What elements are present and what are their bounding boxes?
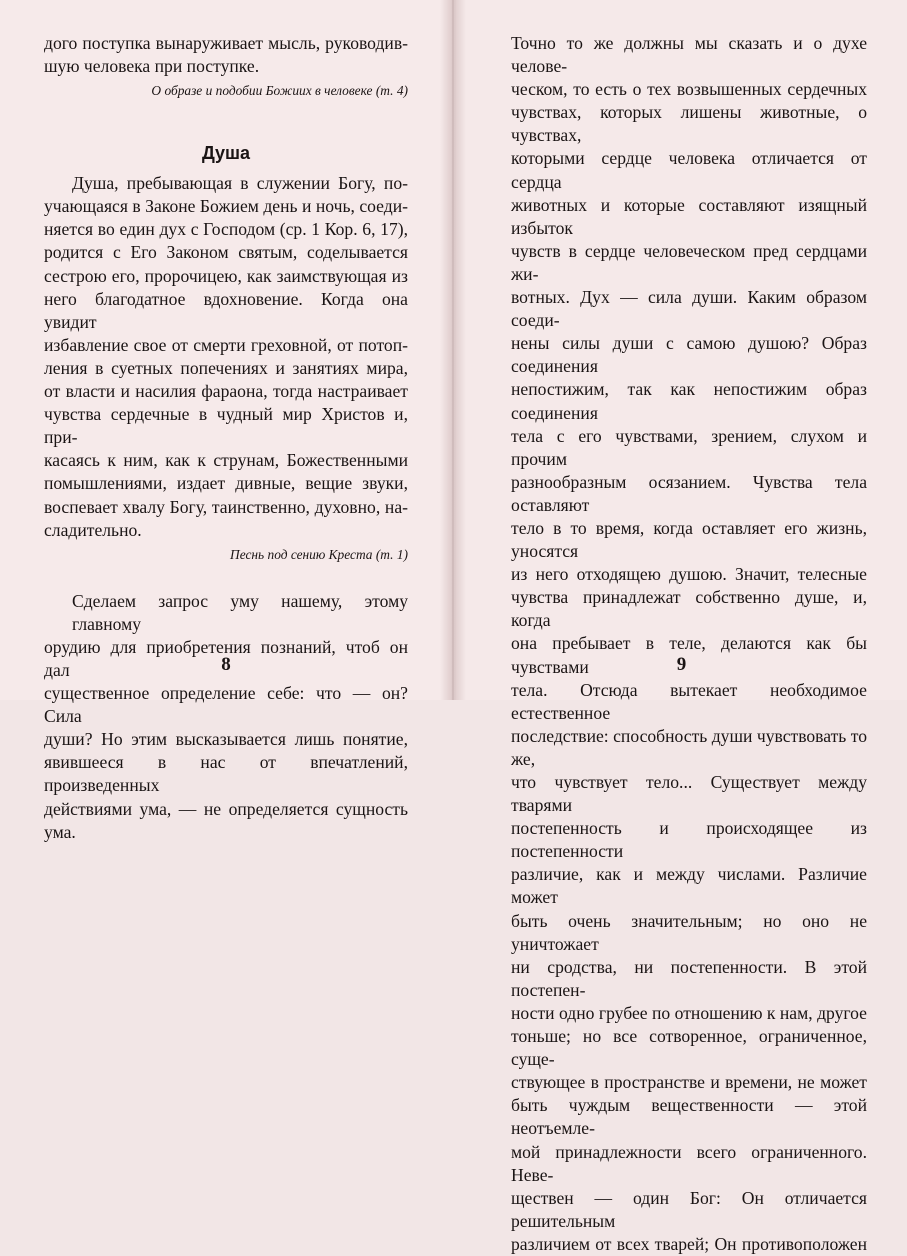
text-line: вотных. Дух — сила души. Каким образом соеди- [511,287,867,331]
page-number: 9 [676,654,687,675]
paragraph-um [44,590,408,844]
text-line: чувства принадлежат собственно душе, и, когда [511,587,867,631]
text-line: учающаяся в Законе Божием день и ночь, соеди- [44,196,408,217]
text-line: тела с его чувствами, зрением, слухом и прочим [511,425,867,469]
right-page [456,0,907,1254]
text-line: последствие: способность души чувствовать то же, [511,725,867,769]
text-line: животных и которые составляют изящный избыток [511,194,867,238]
text-line: сладительно. [44,519,142,540]
text-line: сестрою его, пророчицею, как заимствующая из [44,265,408,286]
text-line: Душа, пребывающая в служении Богу, по- [72,173,408,194]
text-line: няется во един дух с Господом (ср. 1 Кор. 6, 17), [44,219,408,240]
text-line: чувства сердечные в чудный мир Христов и, при- [44,404,408,448]
source-citation: Песнь под сению Креста (т. 1) [230,546,408,562]
text-line: помышлениями, издает дивные, вещие звуки, [44,473,408,494]
text-line: Точно то же должны мы сказать и о духе челове- [511,33,867,77]
text-line: ности одно грубее по отношению к нам, другое [511,1002,867,1023]
text-line: постепенность и происходящее из постепенности [511,818,867,862]
text-line: тела. Отсюда вытекает необходимое естественное [511,679,867,723]
text-line: мой принадлежности всего ограниченного. Неве- [511,1141,867,1185]
intro-paragraph [44,32,408,78]
source-citation: О образе и подобии Божиих в человеке (т. 4) [151,83,408,99]
book-gutter [440,0,466,700]
text-line: Сделаем запрос уму нашему, этому главному [72,590,408,634]
text-line: различие, как и между числами. Различие может [511,864,867,908]
text-line: шую человека при поступке. [44,56,260,77]
text-line: тело в то время, когда оставляет его жизнь, уносятся [511,517,867,562]
text-line: что чувствует тело... Существует между тварями [511,772,867,816]
text-line: быть чуждым вещественности — этой неотъемле- [511,1095,867,1139]
text-line: ществен — один Бог: Он отличается решительным [511,1187,867,1231]
text-line: непостижим, так как непостижим образ соединения [511,379,867,423]
text-line: ствующее в пространстве и времени, не может [511,1072,867,1093]
text-line: тоньше; но все сотворенное, ограниченное, суще- [511,1026,867,1070]
text-line: ческом, то есть о тех возвышенных сердечных [511,79,867,100]
text-line: чувствах, которых лишены животные, о чувствах, [511,102,867,146]
text-line: от власти и насилия фараона, тогда настраивает [44,381,408,402]
text-line: избавление свое от смерти греховной, от потоп- [44,334,408,355]
text-line: которыми сердце человека отличается от сердца [511,148,867,192]
text-line: касаясь к ним, как к струнам, Божественными [44,450,408,471]
text-line: чувств в сердце человеческом пред сердцами жи- [511,240,867,284]
text-line: явившееся в нас от впечатлений, произведенных [44,752,408,796]
text-line: орудию для приобретения познаний, чтоб он дал [44,636,408,680]
left-page [0,0,452,842]
text-line: быть очень значительным; но оно не уничтожает [511,910,867,954]
text-line: действиями ума, — не определяется сущность ума. [44,798,408,842]
text-line: ления в суетных попечениях и занятиях мира, [44,357,408,378]
text-line: из него отходящею душою. Значит, телесные [511,564,867,585]
section-heading: Душа [201,143,251,164]
text-line: родится с Его Законом святым, соделывается [44,242,408,263]
paragraph-dusha [44,172,408,542]
page-number: 8 [221,654,231,675]
paragraph-dukh [511,32,867,1256]
text-line: ни сродства, ни постепенности. В этой постепен- [511,956,867,1000]
text-line: нены силы души с самою душою? Образ соединения [511,333,867,377]
text-line: него благодатное вдохновение. Когда она увидит [44,288,408,332]
text-line: разнообразным осязанием. Чувства тела оставляют [511,471,867,515]
text-line: она пребывает в теле, делаются как бы чувствами [511,633,867,677]
text-line: воспевает хвалу Богу, таинственно, духовно, на- [44,496,408,517]
text-line: различием от всех тварей; Он противоположен [511,1233,867,1254]
text-line: дого поступка вынаруживает мысль, руководив- [44,33,408,53]
text-line: души? Но этим высказывается лишь понятие, [44,729,408,750]
text-line: существенное определение себе: что — он? Сила [44,683,408,727]
